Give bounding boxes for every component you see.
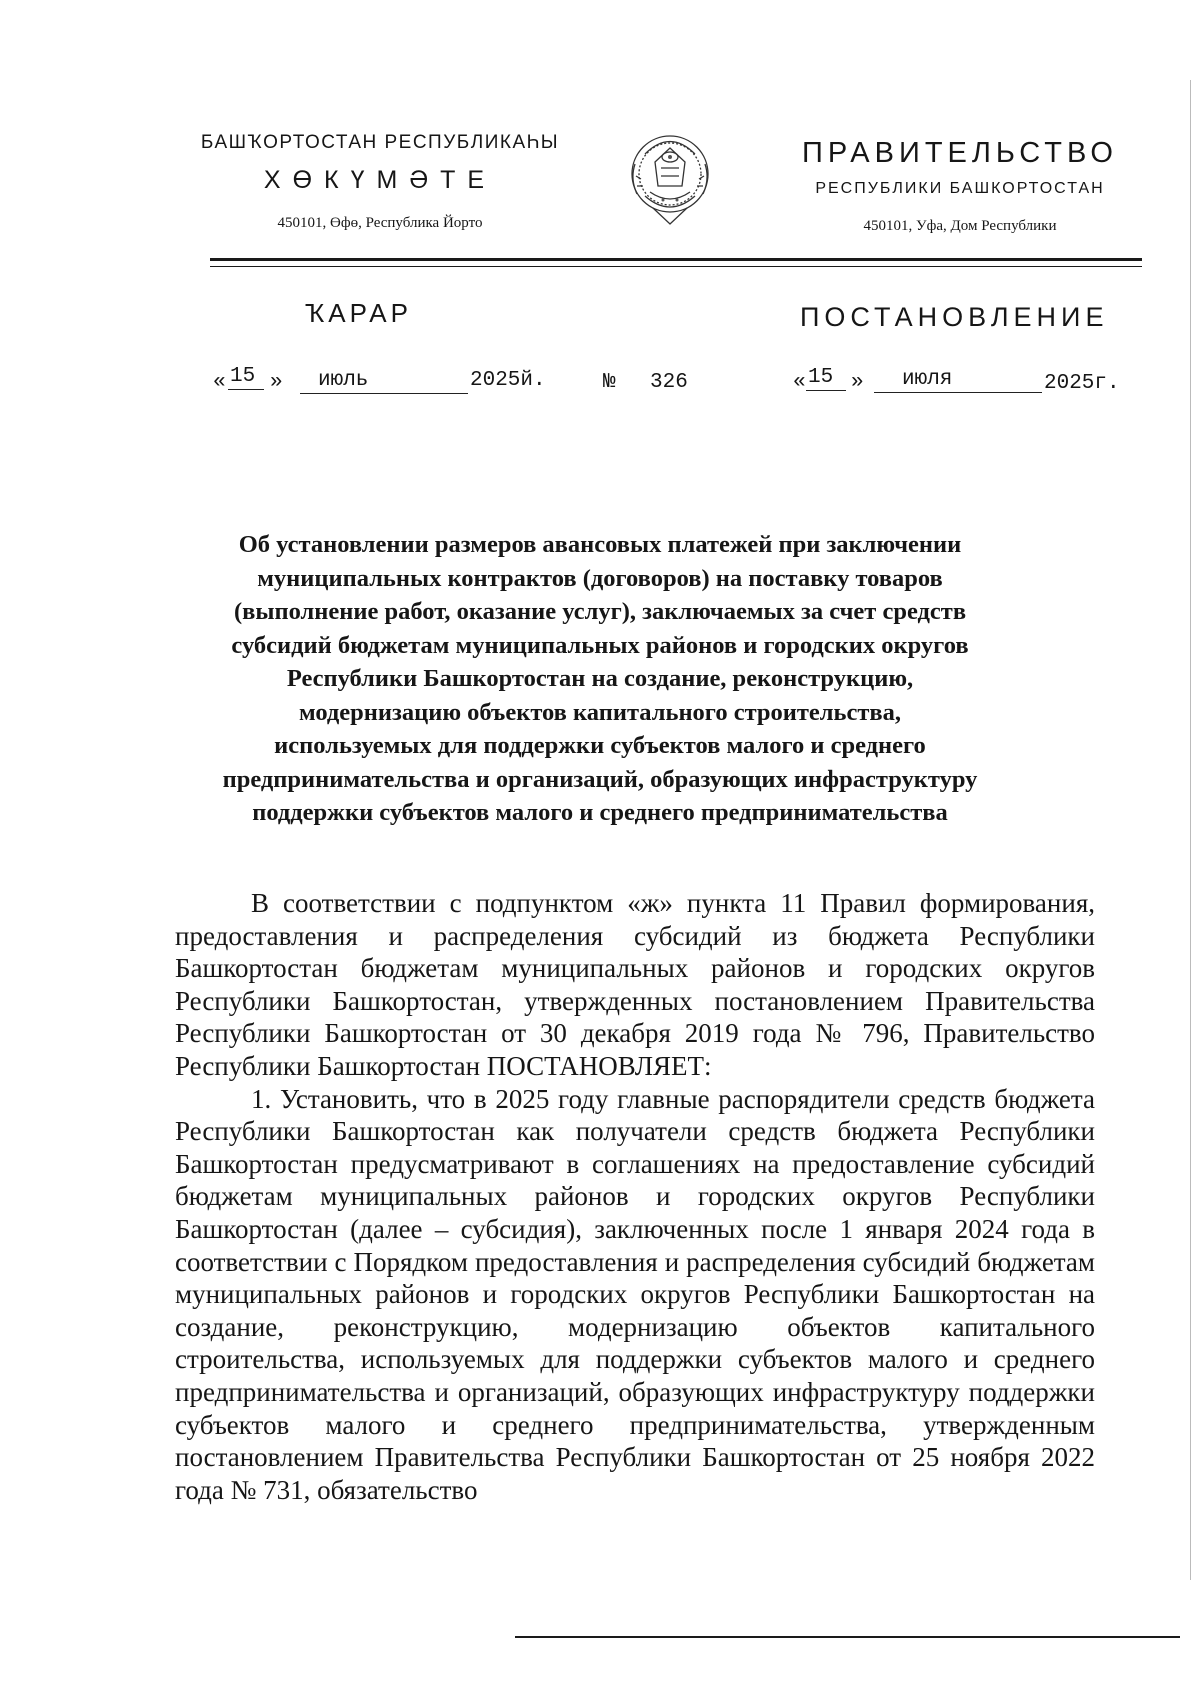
- footer-rule: [515, 1636, 1180, 1638]
- title-line: (выполнение работ, оказание услуг), заключаемых за счет средств: [233, 598, 967, 625]
- header-left-line2: ХӨКҮМӘТЕ: [263, 166, 497, 194]
- title-line: поддержки субъектов малого и среднего предпринимательства: [252, 799, 948, 826]
- header-right-line1: ПРАВИТЕЛЬСТВО: [802, 137, 1118, 169]
- date-right-month: июля: [902, 368, 953, 391]
- date-right-day-underline: [806, 390, 846, 391]
- date-left-day: 15: [230, 365, 256, 388]
- date-left-open-quote: «: [213, 371, 226, 394]
- number-sign: №: [603, 371, 616, 394]
- title-line: предпринимательства и организаций, образующих инфраструктуру: [222, 765, 978, 793]
- body-paragraph-item-1: 1. Установить, что в 2025 году главные распорядители средств бюджета Республики Башкортостан как получатели средств бюджета Республики Башкортостан предусматривают в соглашениях на предоставление субсидий бюджетам муниципальных районов и городских округов Республики Башкортостан (далее – субсидия), заключенных после 1 января 2024 года в соответствии с Порядком предоставления и распределения субсидий бюджетам муниципальных районов и городских округов Республики Башкортостан на создание, реконструкцию, модернизацию объектов капитального строительства, используемых для поддержки субъектов малого и среднего предпринимательства и организаций, образующих инфраструктуру поддержки субъектов малого и среднего предпринимательства, утвержденным постановлением Правительства Республики Башкортостан от 25 ноября 2022 года № 731, обязательство: [175, 1083, 1095, 1505]
- document-body: [175, 887, 1095, 1506]
- date-left-close-quote: »: [270, 371, 283, 394]
- title-line: Республики Башкортостан на создание, реконструкцию,: [286, 665, 914, 692]
- date-left-month: июль: [318, 369, 369, 392]
- doc-kind-russian: ПОСТАНОВЛЕНИЕ: [800, 302, 1109, 332]
- header-russian-block: [770, 137, 1150, 235]
- header-left-address: 450101, Өфө, Республика Йорто: [277, 215, 483, 231]
- title-line: модернизацию объектов капитального строительства,: [298, 698, 902, 726]
- date-left-year: 2025й.: [470, 369, 546, 392]
- date-left-month-underline: [300, 393, 468, 394]
- date-left-day-underline: [228, 389, 264, 390]
- date-right-close-quote: »: [851, 371, 864, 394]
- scan-edge-line: [1190, 80, 1191, 1580]
- document-number: 326: [650, 371, 688, 394]
- date-right-year: 2025г.: [1044, 372, 1120, 395]
- date-right-open-quote: «: [793, 371, 806, 394]
- header-bashkir-block: [175, 132, 585, 232]
- header-divider-thick: [210, 258, 1142, 261]
- coat-of-arms-emblem-icon: [625, 124, 715, 232]
- doc-kind-bashkir: ҠАРАР: [305, 298, 412, 328]
- header-right-line2: РЕСПУБЛИКИ БАШКОРТОСТАН: [815, 180, 1105, 197]
- title-line: используемых для поддержки субъектов малого и среднего: [274, 732, 926, 759]
- header-left-line1: БАШҠОРТОСТАН РЕСПУБЛИКАҺЫ: [200, 132, 560, 153]
- body-paragraph-preamble: В соответствии с подпунктом «ж» пункта 11 Правил формирования, предоставления и распределения субсидий из бюджета Республики Башкортостан бюджетам муниципальных районов и городских округов Республики Башкортостан, утвержденных постановлением Правительства Республики Башкортостан от 30 декабря 2019 года № 796, Правительство Республики Башкортостан ПОСТАНОВЛЯЕТ:: [175, 888, 1095, 1081]
- date-right-day: 15: [808, 366, 834, 389]
- document-title: [150, 528, 1050, 830]
- title-line: муниципальных контрактов (договоров) на поставку товаров: [257, 564, 943, 592]
- header-right-address: 450101, Уфа, Дом Республики: [863, 218, 1057, 234]
- date-right-month-underline: [874, 392, 1042, 393]
- title-line: Об установлении размеров авансовых платежей при заключении: [238, 531, 962, 558]
- header-divider-thin: [210, 266, 1142, 267]
- title-line: субсидий бюджетам муниципальных районов и городских округов: [231, 631, 969, 659]
